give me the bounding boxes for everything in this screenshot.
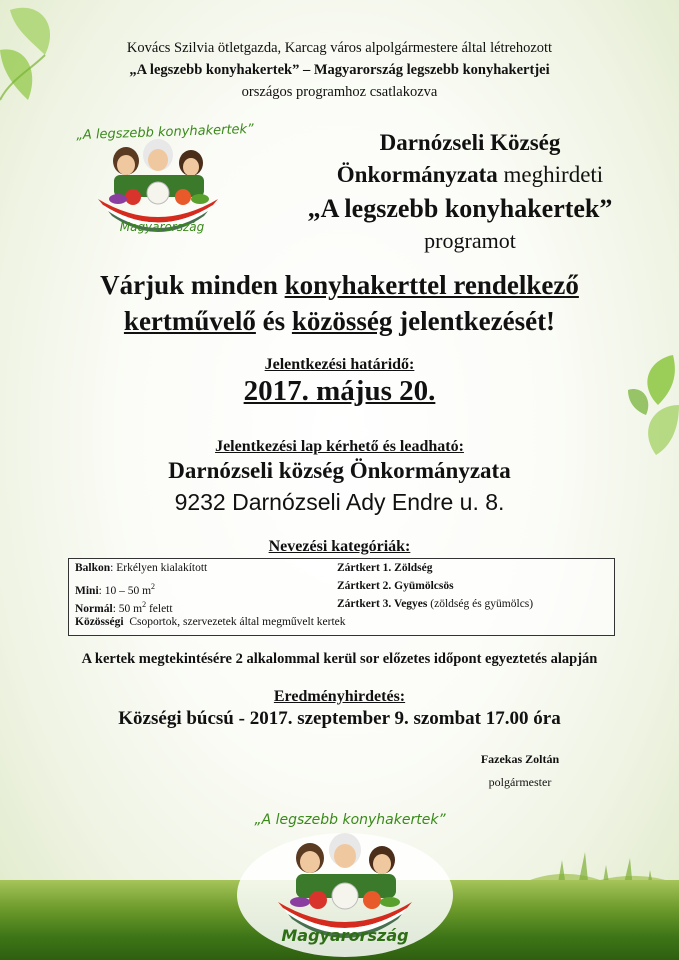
category-normal-text-2: felett [146, 602, 173, 615]
logo-top-country-text: Magyarország [119, 220, 205, 234]
logo-bottom-arc-text: „A legszebb konyhakertek” [254, 812, 446, 828]
invite-text-3: kertművelő [123, 306, 256, 336]
signature-name: Fazekas Zoltán [480, 752, 560, 766]
header-line-3: országos programhoz csatlakozva [241, 84, 438, 100]
category-mini-label: Mini [75, 584, 99, 597]
invite-line-2 [0, 306, 679, 337]
signature-title: polgármester [488, 775, 552, 789]
announcement-line-1: Darnózseli Község [379, 130, 561, 155]
category-balkon-text: : Erkélyen kialakított [110, 562, 208, 574]
deadline-label: Jelentkezési határidő: [264, 356, 415, 373]
invite-text-4: és [255, 306, 292, 336]
category-zartkert-3 [337, 596, 533, 613]
results-label: Eredményhirdetés: [273, 688, 406, 705]
form-organization: Darnózseli község Önkormányzata [168, 458, 511, 483]
leaf-decoration-top-left [0, 0, 80, 120]
invite-text-5: közösség [291, 306, 393, 336]
category-kozosseg-text: Csoportok, szervezetek által megművelt kertek [123, 616, 346, 628]
category-normal-text: : 50 m [112, 602, 143, 615]
category-mini-text: : 10 – 50 m [98, 584, 152, 597]
results-event: Községi búcsú - 2017. szeptember 9. szombat 17.00 óra [118, 708, 561, 729]
announcement-org: Önkormányzata [336, 162, 498, 187]
form-address: 9232 Darnózseli Ady Endre u. 8. [174, 489, 505, 515]
visit-note: A kertek megtekintésére 2 alkalommal kerül sor előzetes időpont egyeztetés alapján [81, 651, 598, 667]
categories-title: Nevezési kategóriák: [268, 538, 411, 555]
invite-text-1: Várjuk minden [100, 270, 285, 300]
invite-text-2: konyhakerttel rendelkező [284, 270, 579, 300]
invite-text-6: jelentkezését! [392, 306, 556, 336]
category-zartkert-3-text: (zöldség és gyümölcs) [427, 598, 534, 610]
category-balkon [75, 560, 207, 577]
category-zartkert-1: Zártkert 1. Zöldség [337, 562, 433, 574]
category-normal-sup: 2 [142, 600, 147, 609]
category-balkon-label: Balkon [75, 562, 111, 574]
header-line-1: Kovács Szilvia ötletgazda, Karcag város alpolgármestere által létrehozott [126, 40, 553, 56]
category-mini-sup: 2 [151, 582, 156, 591]
categories-table [68, 558, 615, 636]
form-label: Jelentkezési lap kérhető és leadható: [215, 438, 464, 455]
announcement-line-2 [270, 162, 670, 188]
invite-line-1 [0, 270, 679, 301]
header-line-2: „A legszebb konyhakertek” – Magyarország legszebb konyhakertjei [129, 62, 550, 78]
category-kozosseg [75, 614, 346, 631]
announcement-line-4: programot [424, 228, 516, 253]
logo-bottom-country-text: Magyarország [281, 926, 409, 945]
category-zartkert-2: Zártkert 2. Gyümölcsös [337, 580, 454, 592]
logo-top-arc-text: „A legszebb konyhakertek” [75, 121, 255, 144]
category-kozosseg-label: Közösségi [75, 616, 124, 628]
category-normal-label: Normál [75, 602, 113, 615]
announcement-verb: meghirdeti [497, 162, 604, 187]
deadline-date: 2017. május 20. [243, 375, 436, 407]
announcement-program-name: „A legszebb konyhakertek” [307, 194, 613, 223]
category-zartkert-3-label: Zártkert 3. Vegyes [337, 598, 428, 610]
